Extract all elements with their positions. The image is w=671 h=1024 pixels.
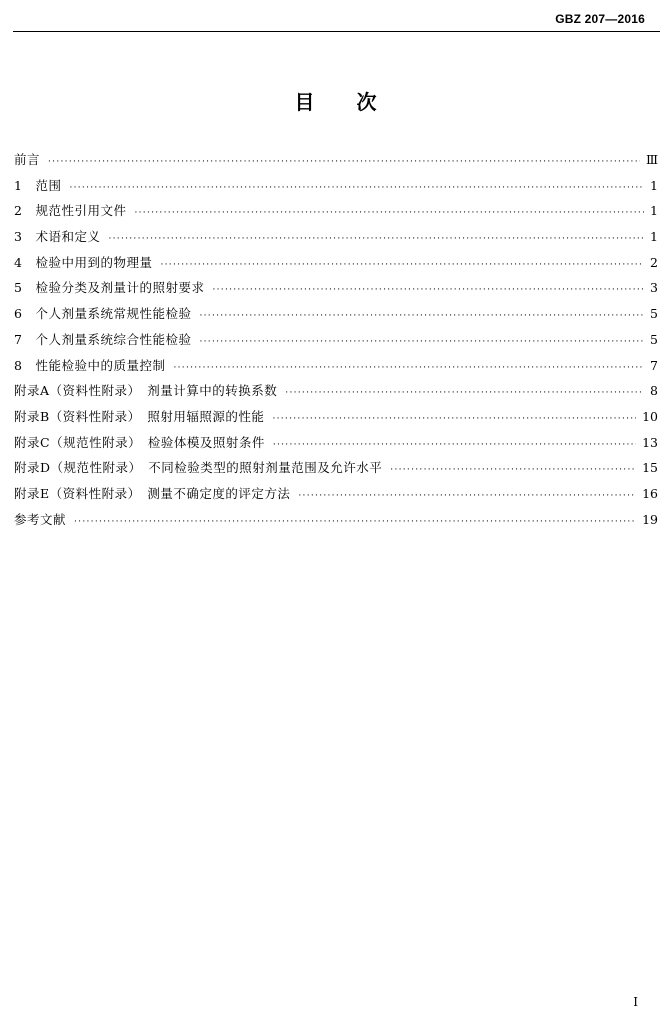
- toc-entry-foreword[interactable]: [14, 150, 658, 176]
- toc-entry-page: 13: [642, 434, 658, 450]
- toc-dot-leader: [285, 388, 644, 398]
- toc-entry-appendix-a[interactable]: [14, 381, 658, 407]
- toc-entry-6[interactable]: [14, 304, 658, 330]
- toc-dot-leader: [69, 183, 644, 193]
- toc-entry-page: 5: [650, 306, 658, 322]
- toc-entry-label: 参考文献: [14, 511, 67, 527]
- toc-entry-label: 附录D（规范性附录） 不同检验类型的照射剂量范围及允许水平: [14, 460, 383, 476]
- toc-entry-2[interactable]: [14, 201, 658, 227]
- toc-entry-label: 2 规范性引用文件: [14, 203, 127, 219]
- toc-entry-label: 3 术语和定义: [14, 229, 101, 245]
- toc-entry-references[interactable]: [14, 510, 658, 536]
- toc-entry-page: 1: [650, 177, 658, 193]
- toc-entry-label: 4 检验中用到的物理量: [14, 254, 153, 270]
- toc-entry-page: Ⅲ: [645, 152, 658, 167]
- toc-entry-page: 1: [650, 229, 658, 245]
- toc-entry-appendix-c[interactable]: [14, 433, 658, 459]
- toc-entry-label: 附录E（资料性附录） 测量不确定度的评定方法: [14, 485, 291, 501]
- toc-dot-leader: [272, 414, 636, 424]
- toc-entry-appendix-d[interactable]: [14, 458, 658, 484]
- toc-entry-5[interactable]: [14, 278, 658, 304]
- toc-entry-page: 3: [650, 280, 658, 296]
- toc-entry-1[interactable]: [14, 176, 658, 202]
- toc-entry-4[interactable]: [14, 253, 658, 279]
- toc-entry-3[interactable]: [14, 227, 658, 253]
- toc-entry-page: 19: [642, 511, 658, 527]
- toc-entry-page: 2: [650, 254, 658, 270]
- toc-dot-leader: [212, 285, 644, 295]
- toc-dot-leader: [199, 311, 644, 321]
- toc-entry-page: 15: [642, 460, 658, 476]
- toc-entry-label: 1 范围: [14, 177, 62, 193]
- toc-entry-page: 1: [650, 203, 658, 219]
- toc-entry-label: 附录B（资料性附录） 照射用辐照源的性能: [14, 408, 265, 424]
- page-number: Ⅰ: [633, 995, 638, 1009]
- toc-dot-leader: [48, 157, 640, 167]
- toc-dot-leader: [273, 440, 636, 450]
- header-rule: [13, 31, 660, 32]
- toc-entry-appendix-e[interactable]: [14, 484, 658, 510]
- toc-entry-page: 16: [642, 485, 658, 501]
- toc-dot-leader: [173, 363, 644, 373]
- toc-entry-7[interactable]: [14, 330, 658, 356]
- toc-entry-page: 5: [650, 331, 658, 347]
- toc-dot-leader: [390, 465, 636, 475]
- toc-entry-label: 5 检验分类及剂量计的照射要求: [14, 280, 205, 296]
- toc-entry-label: 前言: [14, 152, 41, 167]
- toc-dot-leader: [74, 517, 636, 527]
- standard-code: GBZ 207—2016: [555, 12, 645, 26]
- toc-entry-label: 7 个人剂量系统综合性能检验: [14, 331, 192, 347]
- toc-entry-page: 7: [650, 357, 658, 373]
- page-title: 目次: [294, 90, 419, 114]
- toc-entry-label: 6 个人剂量系统常规性能检验: [14, 306, 192, 322]
- toc-entry-page: 8: [650, 383, 658, 399]
- table-of-contents: [14, 150, 658, 535]
- toc-dot-leader: [160, 260, 644, 270]
- toc-dot-leader: [108, 234, 644, 244]
- toc-dot-leader: [134, 208, 644, 218]
- toc-entry-label: 8 性能检验中的质量控制: [14, 357, 166, 373]
- toc-entry-appendix-b[interactable]: [14, 407, 658, 433]
- toc-entry-page: 10: [642, 408, 658, 424]
- toc-entry-label: 附录A（资料性附录） 剂量计算中的转换系数: [14, 383, 278, 399]
- toc-entry-8[interactable]: [14, 356, 658, 382]
- toc-dot-leader: [298, 491, 636, 501]
- toc-dot-leader: [199, 337, 644, 347]
- toc-entry-label: 附录C（规范性附录） 检验体模及照射条件: [14, 434, 265, 450]
